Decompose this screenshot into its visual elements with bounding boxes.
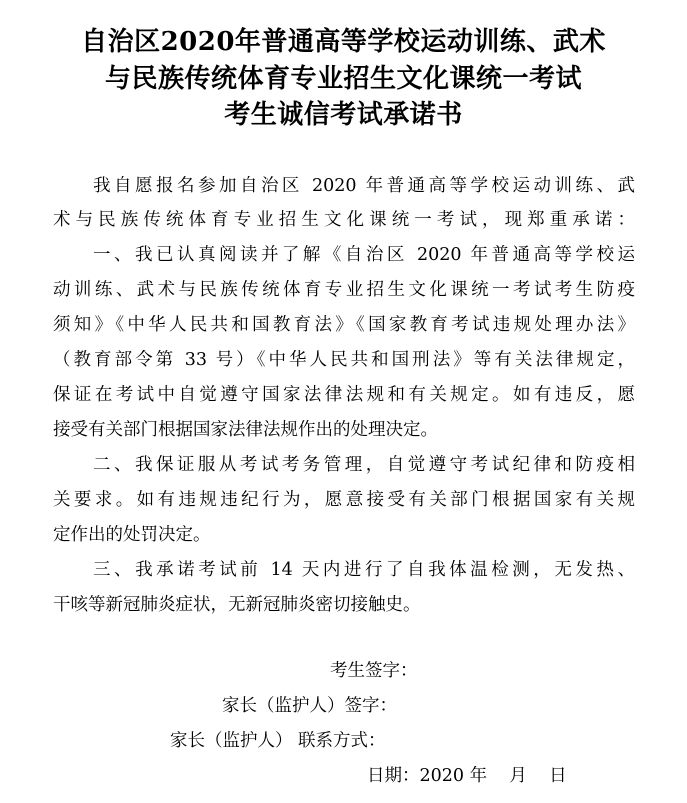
body-line: 关要求。如有违规违纪行为，愿意接受有关部门根据国家有关规 [53, 490, 635, 510]
title-line-2: 与民族传统体育专业招生文化课统一考试 [104, 64, 582, 94]
body-line: 须知》《中华人民共和国教育法》《国家教育考试违规处理办法》 [53, 315, 635, 335]
body-line: 接受有关部门根据国家法律法规作出的处理决定。 [53, 420, 438, 440]
body-line: 保证在考试中自觉遵守国家法律法规和有关规定。如有违反，愿 [53, 385, 635, 405]
guardian-signature-label: 家长（监护人）签字： [222, 696, 397, 716]
body-line: 定作出的处罚决定。 [53, 525, 211, 545]
title-line-3: 考生诚信考试承诺书 [224, 100, 463, 130]
body-line: 二、我保证服从考试考务管理，自觉遵守考试纪律和防疫相 [93, 455, 635, 475]
body-line: 术与民族传统体育专业招生文化课统一考试，现郑重承诺： [53, 210, 635, 230]
body-line: 干咳等新冠肺炎症状，无新冠肺炎密切接触史。 [53, 595, 421, 615]
body-line: （教育部令第 33 号）《中华人民共和国刑法》等有关法律规定， [53, 350, 635, 370]
body-line: 一、我已认真阅读并了解《自治区 2020 年普通高等学校运 [93, 245, 635, 265]
student-signature-label: 考生签字： [330, 661, 418, 681]
body-line: 我自愿报名参加自治区 2020 年普通高等学校运动训练、武 [93, 176, 635, 196]
title-line-1: 自治区2020年普通高等学校运动训练、武术 [81, 27, 606, 57]
date-label: 日期：2020 年 月 日 [367, 766, 567, 786]
guardian-contact-label: 家长（监护人） 联系方式： [170, 731, 386, 751]
body-line: 动训练、武术与民族传统体育专业招生文化课统一考试考生防疫 [53, 280, 635, 300]
body-line: 三、我承诺考试前 14 天内进行了自我体温检测，无发热、 [93, 560, 635, 580]
